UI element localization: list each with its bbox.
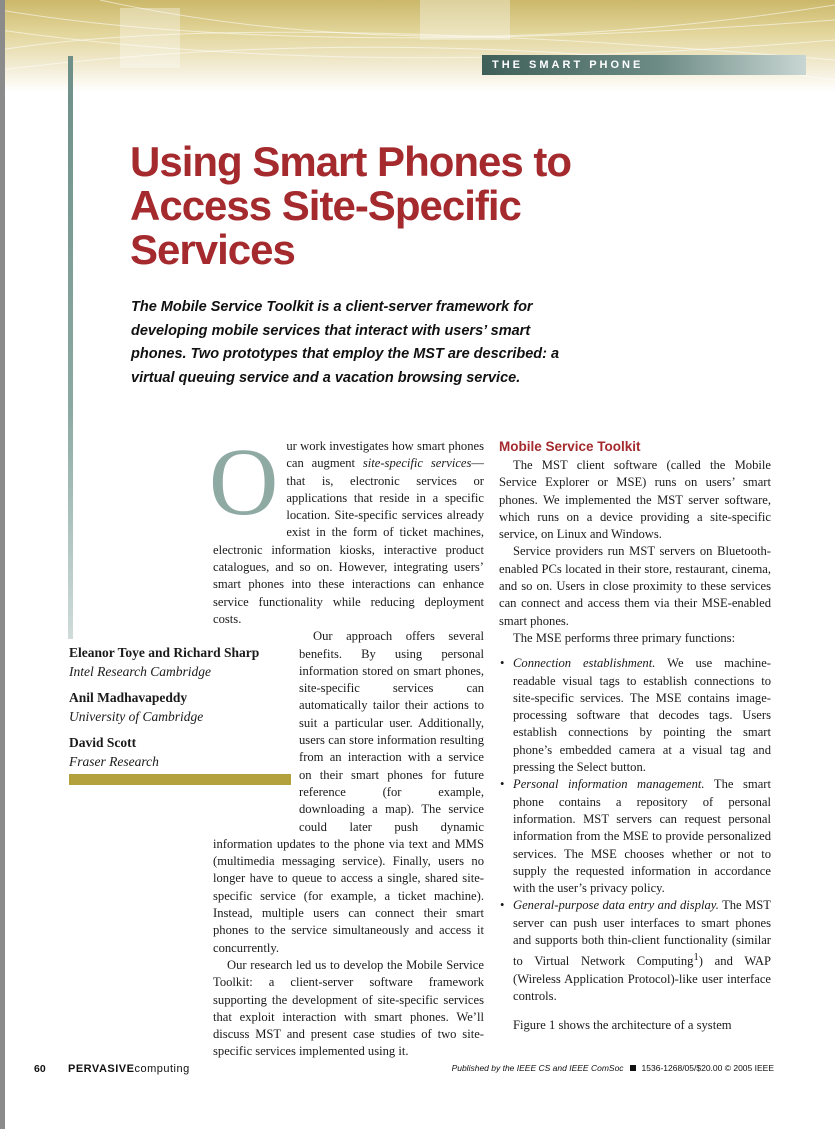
magazine-name <box>68 1063 190 1075</box>
magazine-name-rest: computing <box>134 1063 190 1075</box>
author-name: David Scott <box>69 735 137 750</box>
list-term: Personal information management. <box>513 777 705 792</box>
title-line: Using Smart Phones to <box>130 138 572 185</box>
list-term: General-purpose data entry and display. <box>513 898 719 913</box>
page-edge-rule <box>0 0 5 1129</box>
body-paragraph: Our approach offers several benefits. By using personal information stored on smart phones, site-specific services can automatically tailor their actions to suit a particular user. Additionally, users can store information resulting from an interaction with a service on their smart phones for future reference (for example, downloading a map). The service could later push dynamic information updates to the phone via text and MMS (multimedia messaging service). Finally, users no longer have to queue to access a single, shared site-specific service (for example, a ticket machine). Instead, multiple users can connect their smart phones to the service simultaneously and access it concurrently. <box>213 629 484 955</box>
emphasis-text: site-specific services <box>362 456 472 471</box>
body-column-left <box>209 428 485 1061</box>
header-decoration <box>0 0 835 92</box>
magazine-name-bold: PERVASIVE <box>68 1063 135 1075</box>
list-text: The smart phone contains a repository of personal information. MST servers can request personal information from the MSE to provide personalized services. The MSE chooses whether or not to supply the requested information in accordance with the user’s privacy policy. <box>513 777 771 896</box>
title-line: Services <box>130 226 295 273</box>
body-paragraph: The MST client software (called the Mobile Service Explorer or MSE) runs on users’ smart phones. We implemented the MST server software, which runs on a device providing a site-specific service, on Linux and Windows. <box>499 458 771 542</box>
article-abstract: The Mobile Service Toolkit is a client-server framework for developing mobile services that interact with users’ smart phones. Two prototypes that employ the MST are described: a virtual queuing service and a vacation browsing service. <box>131 299 560 386</box>
title-line: Access Site-Specific <box>130 182 521 229</box>
author-name: Anil Madhavapeddy <box>69 690 188 705</box>
body-paragraph: The MSE performs three primary functions: <box>513 630 736 645</box>
author-wrap-space <box>213 628 299 823</box>
section-heading: Mobile Service Toolkit <box>499 439 641 454</box>
author-name: Eleanor Toye and Richard Sharp <box>69 645 260 660</box>
paragraph-text: ur work investigates how smart phones can augment <box>286 439 484 471</box>
vertical-accent-bar <box>68 56 73 639</box>
spacer <box>499 1005 771 1017</box>
author-affiliation: Fraser Research <box>69 754 159 769</box>
body-column-right <box>499 438 771 1035</box>
publication-info <box>452 1063 774 1073</box>
page-footer <box>34 1063 774 1079</box>
list-text: We use machine-readable visual tags to establish connections to site-specific services. The MSE contains image-processing software that decodes tags. Users establish connections by pointing the smart phone’s embedded camera at a visual tag and pressing the Select button. <box>513 656 771 775</box>
list-text: ) and WAP (Wireless Application Protocol)-like user interface controls. <box>513 954 771 1004</box>
body-paragraph: Service providers run MST servers on Bluetooth-enabled PCs located in their store, restaurant, cinema, and so on. Users in close proximity to these services can connect and access them via their MSE-enabled smart phones. <box>499 544 771 628</box>
function-list <box>499 655 771 1005</box>
body-paragraph: Our research led us to develop the Mobile Service Toolkit: a client-server software framework supporting the development of site-specific services that exploit interaction with smart phones. We’ll discuss MST and present case studies of two site-specific services implemented using it. <box>213 957 484 1059</box>
publisher-text: Published by the IEEE CS and IEEE ComSoc <box>451 1063 624 1073</box>
list-item <box>499 897 771 1005</box>
author-affiliation: University of Cambridge <box>69 709 204 724</box>
list-text: The MST server can push user interfaces to smart phones and supports both thin-client functionality (similar to Virtual Network Computing <box>513 898 771 969</box>
author-affiliation: Intel Research Cambridge <box>69 664 211 679</box>
issn-text: 1536-1268/05/$20.00 © 2005 IEEE <box>641 1063 774 1073</box>
list-item <box>499 776 771 897</box>
page-number: 60 <box>34 1063 46 1075</box>
square-bullet-icon <box>630 1065 636 1071</box>
article-title <box>130 140 770 272</box>
body-paragraph: Figure 1 shows the architecture of a system <box>513 1018 732 1033</box>
drop-cap: O <box>209 428 279 535</box>
footnote-ref: 1 <box>693 952 699 964</box>
paragraph-text: —that is, electronic services or applications that reside in a specific location. Site-specific services already exist in the form of ticket machines, electronic information kiosks, interactive product catalogues, and so on. However, integrating users’ smart phones into these interactions can enhance service functionality while reducing deployment costs. <box>213 456 485 626</box>
list-term: Connection establishment. <box>513 656 656 671</box>
section-tag: THE SMART PHONE <box>482 55 806 75</box>
list-item <box>499 655 771 776</box>
intro-paragraph <box>209 428 485 628</box>
